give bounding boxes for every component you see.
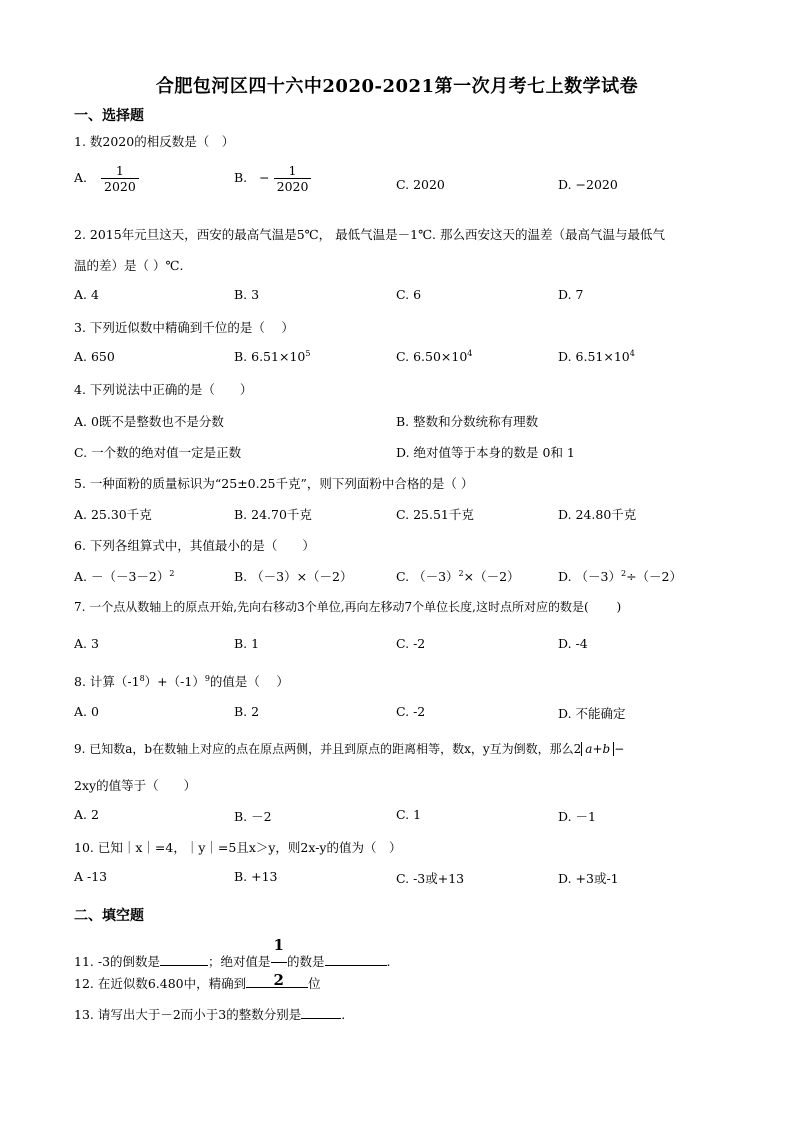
question-5-stem: 5. 一种面粉的质量标识为“25±0.25千克”，则下列面粉中合格的是（ ） <box>74 476 474 491</box>
question-8-option-b: B. 2 <box>234 704 260 719</box>
answer-blank[interactable] <box>325 953 387 966</box>
answer-blank[interactable] <box>246 975 308 988</box>
question-2-option-a: A. 4 <box>74 287 99 302</box>
question-9-line-2: 2xy的值等于（ ） <box>74 778 197 793</box>
question-5-option-c: C. 25.51千克 <box>396 507 474 522</box>
question-1-stem: 1. 数2020的相反数是（ ） <box>74 134 235 149</box>
question-9-line-1: 9. 已知数a，b在数轴上对应的点在原点两侧，并且到原点的距离相等，数x，y互为倒数，那么2 a+b − <box>74 742 625 756</box>
question-6-option-a: A. $-(-3-2)^2$ <box>74 568 175 584</box>
question-4-stem: 4. 下列说法中正确的是（ ） <box>74 382 253 397</box>
question-4-option-a: A. 0既不是整数也不是分数 <box>74 414 224 429</box>
question-6-option-b: B. （－3）×（－2） <box>234 569 353 584</box>
answer-blank[interactable] <box>160 953 208 966</box>
question-8-option-a: A. 0 <box>74 704 99 719</box>
question-8-stem: 8. 计算$(-1^8)+(-1)^9$的值是（ ） <box>74 673 289 689</box>
question-5-option-a: A. 25.30千克 <box>74 507 152 522</box>
question-3-option-a: A. 650 <box>74 349 115 364</box>
question-10-stem: 10. 已知｜x｜=4，｜y｜=5且x＞y，则2x-y的值为（ ） <box>74 840 402 855</box>
question-2-line-1: 2. 2015年元旦这天，西安的最高气温是5℃， 最低气温是－1℃. 那么西安这天的温差（最高气温与最低气 <box>74 227 666 242</box>
question-3-option-c: C. $6.50\times 10^4$ <box>396 349 473 365</box>
fraction: $\frac{1}{2020}$ <box>274 163 312 194</box>
answer-blank[interactable] <box>301 1006 341 1019</box>
question-5-option-b: B. 24.70千克 <box>234 507 312 522</box>
section-fill-heading: 二、填空题 <box>74 908 144 924</box>
question-3-option-b: B. $6.51\times 10^5$ <box>234 349 311 365</box>
question-8-option-c: C. -2 <box>396 704 426 719</box>
question-7-option-d: D. -4 <box>558 636 588 651</box>
question-6-option-c: C. $(-3)^2\times(-2)$ <box>396 568 520 584</box>
question-10-option-d: D. +3或-1 <box>558 871 619 886</box>
absolute-value-expression: a+b <box>581 742 614 756</box>
question-6-stem: 6. 下列各组算式中，其值最小的是（ ） <box>74 538 315 553</box>
question-2-option-c: C. 6 <box>396 287 422 302</box>
question-10-option-a: A -13 <box>74 869 108 884</box>
question-2-line-2: 温的差）是（ ）℃. <box>74 258 184 273</box>
question-12: 12. 在近似数6.480中，精确到 位 <box>74 976 321 991</box>
question-1-option-a: A. $\frac{1}{2020}$ <box>74 163 139 194</box>
question-9-option-d: D. －1 <box>558 809 596 824</box>
question-11: 11. -3的倒数是 ；绝对值是 $\frac{1}{2}$ 的数是 . <box>74 928 390 997</box>
question-10-option-b: B. +13 <box>234 869 278 884</box>
question-1-option-b: B. − $\frac{1}{2020}$ <box>234 163 311 194</box>
question-2-option-b: B. 3 <box>234 287 260 302</box>
section-choice-heading: 一、选择题 <box>74 108 144 124</box>
question-5-option-d: D. 24.80千克 <box>558 507 637 522</box>
question-3-option-d: D. $6.51\times 10^4$ <box>558 349 635 365</box>
fraction: $\frac{1}{2020}$ <box>101 163 139 194</box>
question-9-option-a: A. 2 <box>74 807 99 822</box>
question-7-option-c: C. -2 <box>396 636 426 651</box>
question-7-option-b: B. 1 <box>234 636 260 651</box>
question-4-option-c: C. 一个数的绝对值一定是正数 <box>74 445 242 460</box>
question-10-option-c: C. -3或+13 <box>396 871 465 886</box>
fraction: $\frac{1}{2}$ <box>271 928 287 997</box>
question-9-option-c: C. 1 <box>396 807 422 822</box>
question-7-option-a: A. 3 <box>74 636 99 651</box>
question-8-option-d: D. 不能确定 <box>558 706 626 721</box>
question-13: 13. 请写出大于－2而小于3的整数分别是 . <box>74 1007 346 1022</box>
question-7-stem: 7. 一个点从数轴上的原点开始,先向右移动3个单位,再向左移动7个单位长度,这时点所对应的数是( ) <box>74 600 622 614</box>
question-2-option-d: D. 7 <box>558 287 584 302</box>
question-9-option-b: B. －2 <box>234 809 272 824</box>
question-4-option-d: D. 绝对值等于本身的数是 0和 1 <box>396 445 575 460</box>
question-4-option-b: B. 整数和分数统称有理数 <box>396 414 539 429</box>
question-3-stem: 3. 下列近似数中精确到千位的是（ ） <box>74 320 294 335</box>
question-6-option-d: D. $(-3)^2\div(-2)$ <box>558 568 683 584</box>
question-1-option-c: C. 2020 <box>396 177 445 192</box>
page-title: 合肥包河区四十六中2020-2021第一次月考七上数学试卷 <box>155 76 639 97</box>
question-1-option-d: D. −2020 <box>558 177 618 192</box>
